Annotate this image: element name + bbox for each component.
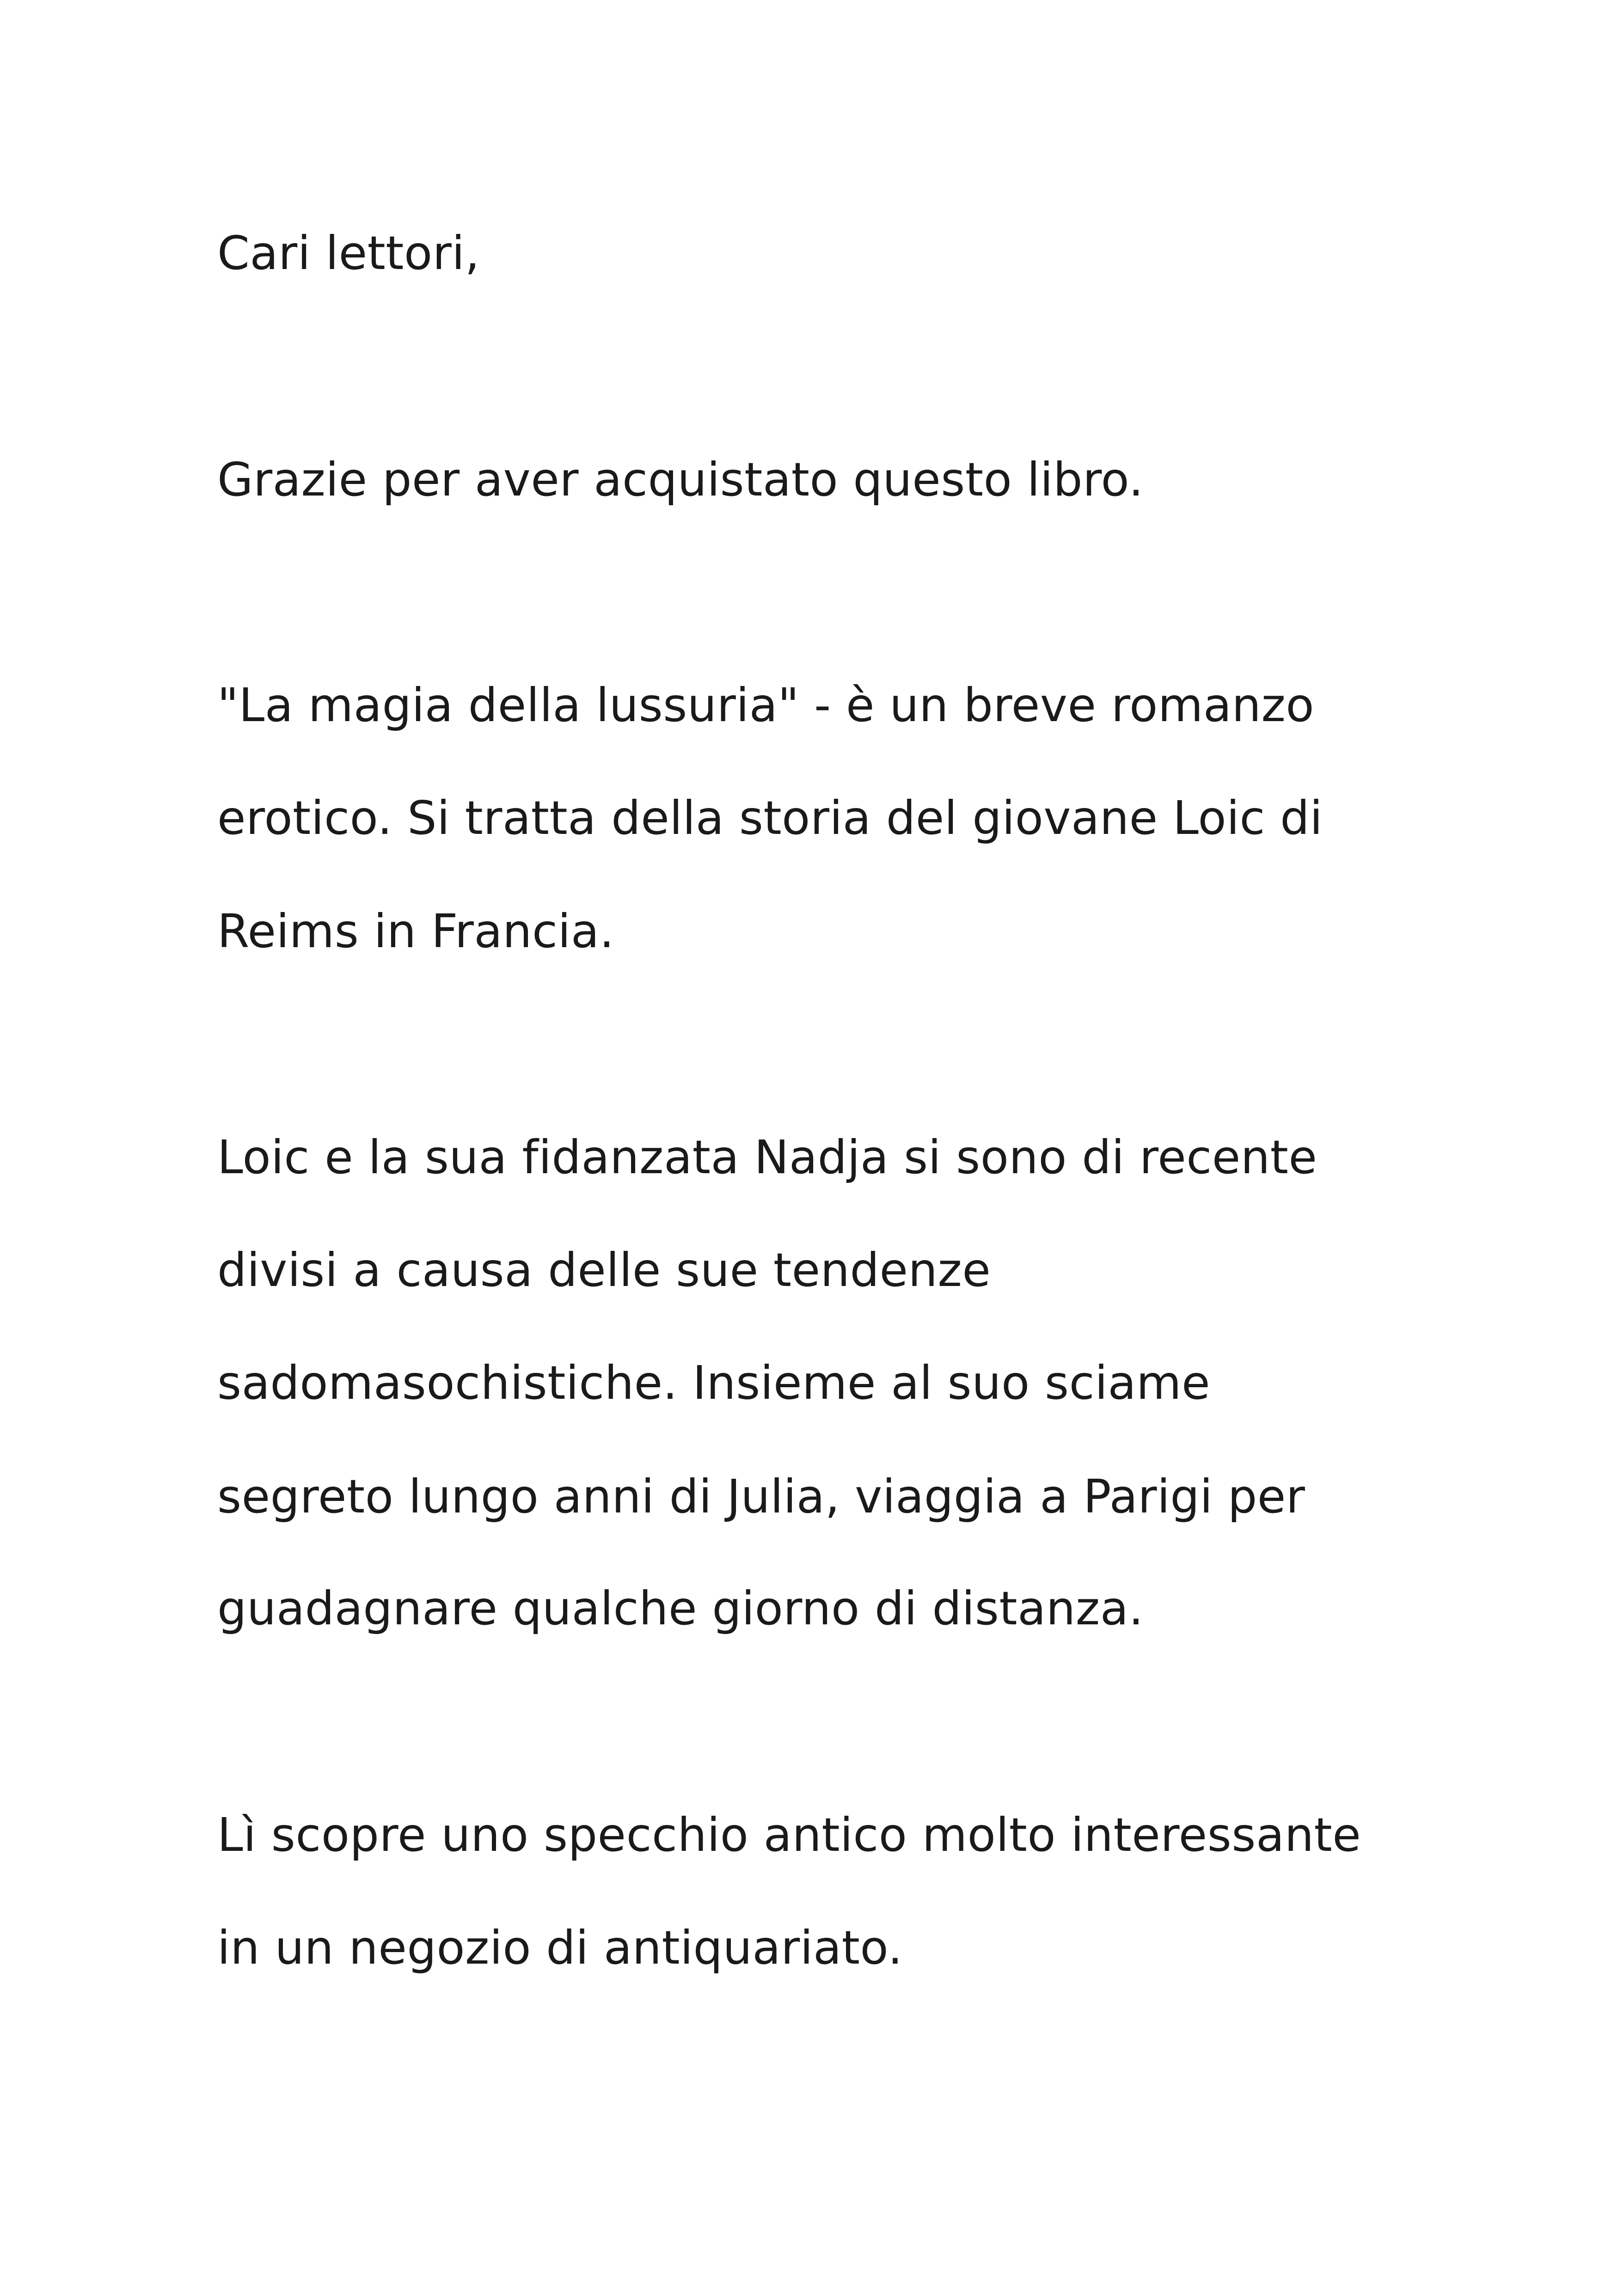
paragraph-2-line-4: segreto lungo anni di Julia, viaggia a Parigi per xyxy=(217,1469,1305,1524)
paragraph-2-line-2: divisi a causa delle sue tendenze xyxy=(217,1243,991,1297)
paragraph-3-line-1: Lì scopre uno specchio antico molto interessante xyxy=(217,1808,1361,1862)
paragraph-2-line-3: sadomasochistiche. Insieme al suo sciame xyxy=(217,1356,1211,1410)
paragraph-3-line-2: in un negozio di antiquariato. xyxy=(217,1921,903,1975)
paragraph-1-line-2: erotico. Si tratta della storia del giovane Loic di xyxy=(217,791,1323,845)
paragraph-1-line-1: "La magia della lussuria" - è un breve romanzo xyxy=(217,678,1315,732)
paragraph-2-line-1: Loic e la sua fidanzata Nadja si sono di recente xyxy=(217,1130,1318,1184)
paragraph-1-line-3: Reims in Francia. xyxy=(217,904,614,958)
thanks-line: Grazie per aver acquistato questo libro. xyxy=(217,453,1144,507)
paragraph-2-line-5: guadagnare qualche giorno di distanza. xyxy=(217,1581,1144,1635)
greeting: Cari lettori, xyxy=(217,226,480,280)
